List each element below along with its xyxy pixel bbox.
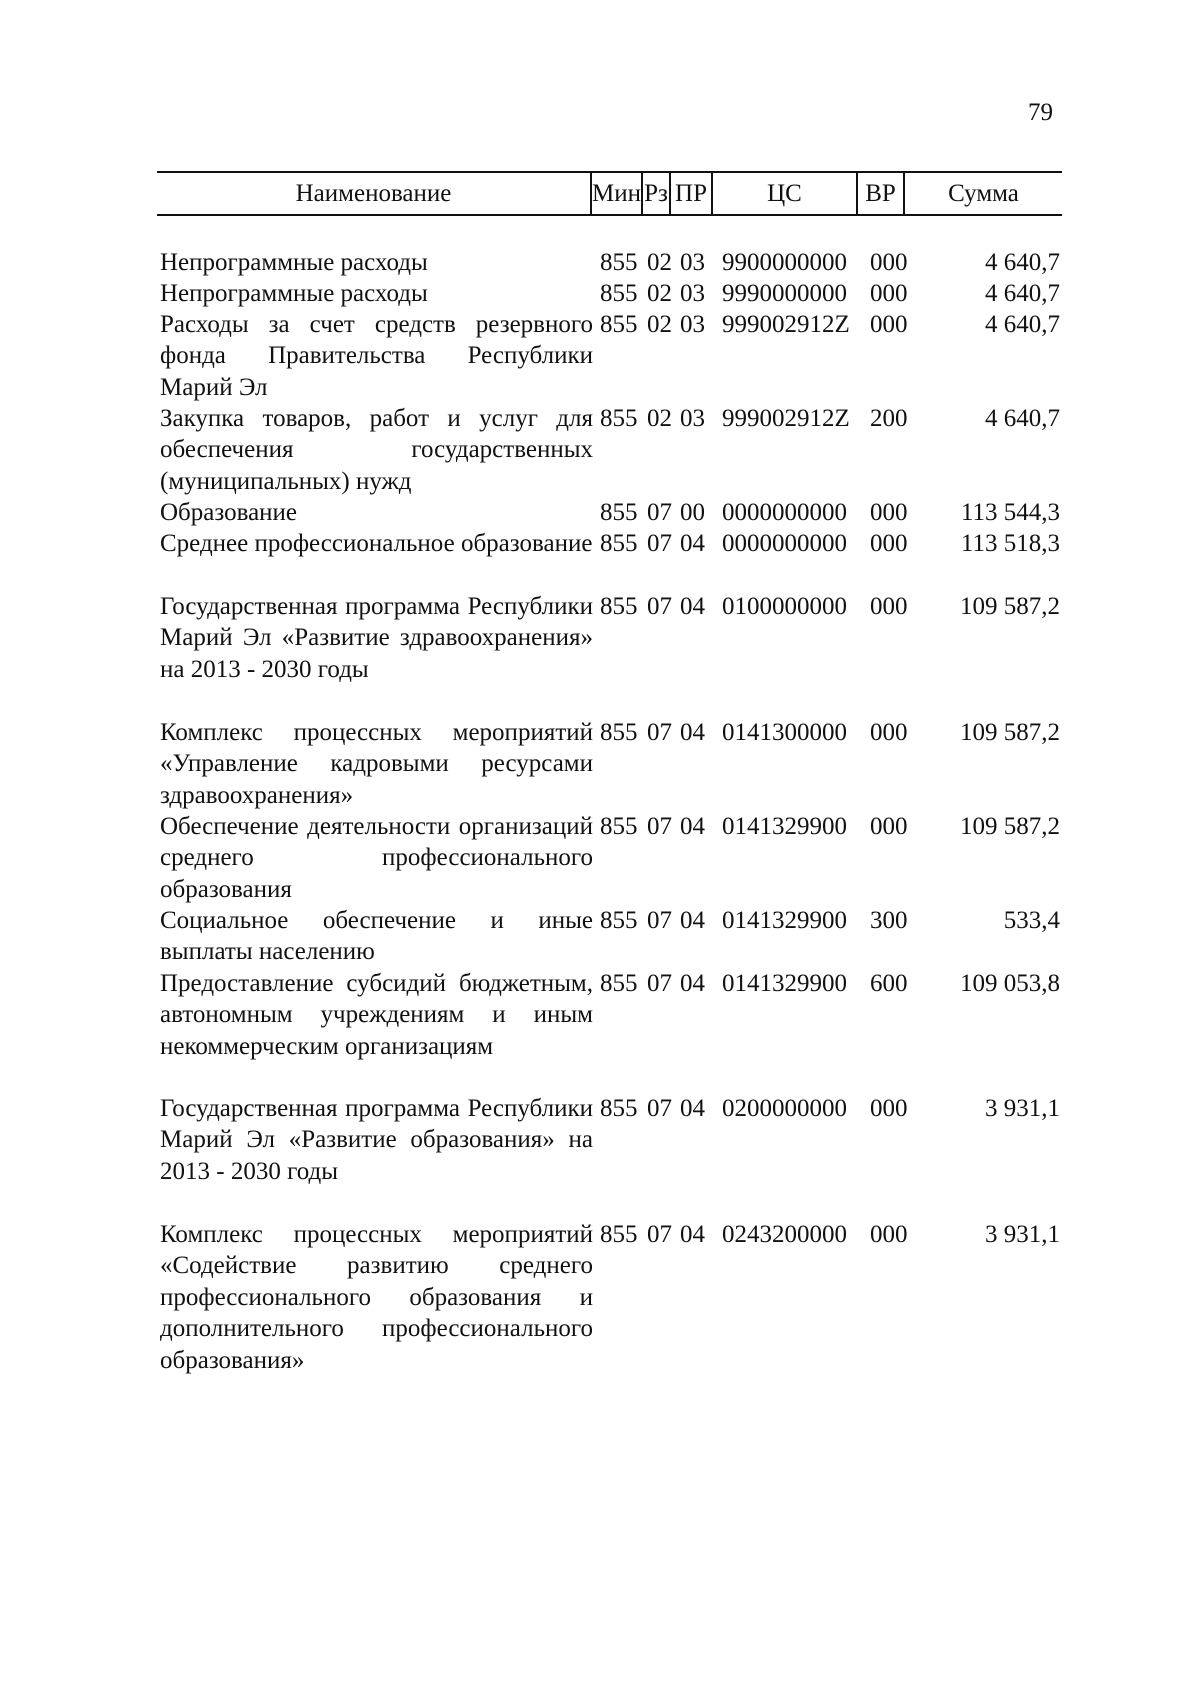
row-vr: 300 xyxy=(870,907,908,934)
row-vr: 200 xyxy=(870,405,908,432)
row-sum: 109 587,2 xyxy=(960,593,1060,620)
row-vr: 600 xyxy=(870,970,908,997)
row-vr: 000 xyxy=(870,1221,908,1248)
row-sum: 3 931,1 xyxy=(985,1095,1060,1122)
row-min: 855 xyxy=(600,907,638,934)
row-min: 855 xyxy=(600,280,638,307)
row-min: 855 xyxy=(600,970,638,997)
row-rz: 07 xyxy=(647,499,672,526)
row-rz: 02 xyxy=(647,405,672,432)
row-vr: 000 xyxy=(870,719,908,746)
page-number: 79 xyxy=(1028,99,1053,126)
row-cs: 9900000000 xyxy=(722,249,847,276)
row-pr: 03 xyxy=(680,405,705,432)
row-min: 855 xyxy=(600,405,638,432)
row-name: Закупка товаров, работ и услуг для обеспечения государственных (муниципальных) нужд xyxy=(160,405,593,495)
row-cs: 0141329900 xyxy=(722,907,847,934)
row-cs: 0100000000 xyxy=(722,593,847,620)
row-min: 855 xyxy=(600,311,638,338)
row-name: Расходы за счет средств резервного фонда Правительства Республики Марий Эл xyxy=(160,311,593,401)
row-pr: 04 xyxy=(680,1221,705,1248)
row-rz: 07 xyxy=(647,1221,672,1248)
row-sum: 109 587,2 xyxy=(960,719,1060,746)
row-name: Комплекс процессных мероприятий «Управление кадровыми ресурсами здравоохранения» xyxy=(160,719,593,809)
row-vr: 000 xyxy=(870,593,908,620)
row-sum: 113 518,3 xyxy=(960,530,1060,557)
row-rz: 07 xyxy=(647,970,672,997)
row-sum: 4 640,7 xyxy=(985,249,1060,276)
row-rz: 07 xyxy=(647,813,672,840)
row-name: Среднее профессиональное образование xyxy=(160,530,593,557)
header-name: Наименование xyxy=(295,180,452,207)
row-min: 855 xyxy=(600,1221,638,1248)
row-vr: 000 xyxy=(870,499,908,526)
row-min: 855 xyxy=(600,530,638,557)
row-name: Социальное обеспечение и иные выплаты населению xyxy=(160,907,593,966)
row-rz: 07 xyxy=(647,907,672,934)
row-pr: 03 xyxy=(680,249,705,276)
row-rz: 07 xyxy=(647,593,672,620)
row-min: 855 xyxy=(600,593,638,620)
row-vr: 000 xyxy=(870,311,908,338)
row-cs: 999002912Z xyxy=(722,311,850,338)
row-name: Предоставление субсидий бюджетным, автономным учреждениям и иным некоммерческим организациям xyxy=(160,970,593,1060)
row-name: Непрограммные расходы xyxy=(160,249,428,276)
row-sum: 4 640,7 xyxy=(985,311,1060,338)
row-pr: 04 xyxy=(680,719,705,746)
row-pr: 04 xyxy=(680,593,705,620)
row-name: Образование xyxy=(160,499,298,526)
row-rz: 02 xyxy=(647,280,672,307)
row-pr: 04 xyxy=(680,907,705,934)
row-pr: 00 xyxy=(680,499,705,526)
row-vr: 000 xyxy=(870,249,908,276)
row-min: 855 xyxy=(600,719,638,746)
table-header xyxy=(157,171,1062,216)
header-sum: Сумма xyxy=(903,173,1062,214)
row-pr: 04 xyxy=(680,1095,705,1122)
row-name: Государственная программа Республики Марий Эл «Развитие здравоохранения» на 2013 - 2030 годы xyxy=(160,593,593,683)
row-sum: 3 931,1 xyxy=(985,1221,1060,1248)
row-cs: 0200000000 xyxy=(722,1095,847,1122)
row-sum: 4 640,7 xyxy=(985,280,1060,307)
row-vr: 000 xyxy=(870,1095,908,1122)
header-cs: ЦС xyxy=(711,173,856,214)
row-pr: 04 xyxy=(680,530,705,557)
row-pr: 03 xyxy=(680,280,705,307)
row-vr: 000 xyxy=(870,530,908,557)
row-vr: 000 xyxy=(870,813,908,840)
row-rz: 02 xyxy=(647,311,672,338)
row-sum: 533,4 xyxy=(1003,907,1060,934)
row-pr: 04 xyxy=(680,970,705,997)
row-min: 855 xyxy=(600,813,638,840)
row-min: 855 xyxy=(600,1095,638,1122)
row-cs: 0243200000 xyxy=(722,1221,847,1248)
row-rz: 07 xyxy=(647,719,672,746)
row-name: Обеспечение деятельности организаций среднего профессионального образования xyxy=(160,813,593,903)
row-sum: 109 053,8 xyxy=(960,970,1060,997)
row-sum: 4 640,7 xyxy=(985,405,1060,432)
row-sum: 113 544,3 xyxy=(960,499,1060,526)
row-cs: 0141329900 xyxy=(722,813,847,840)
row-name: Комплекс процессных мероприятий «Содействие развитию среднего профессионального образования и дополнительного профессионального образования» xyxy=(160,1221,593,1374)
row-min: 855 xyxy=(600,249,638,276)
row-pr: 03 xyxy=(680,311,705,338)
row-min: 855 xyxy=(600,499,638,526)
row-pr: 04 xyxy=(680,813,705,840)
row-name: Непрограммные расходы xyxy=(160,280,428,307)
row-name: Государственная программа Республики Марий Эл «Развитие образования» на 2013 - 2030 годы xyxy=(160,1095,593,1185)
row-rz: 07 xyxy=(647,1095,672,1122)
header-vr: ВР xyxy=(856,173,903,214)
row-cs: 0000000000 xyxy=(722,499,847,526)
header-min: Мин xyxy=(590,173,641,214)
row-sum: 109 587,2 xyxy=(960,813,1060,840)
row-cs: 999002912Z xyxy=(722,405,850,432)
row-vr: 000 xyxy=(870,280,908,307)
header-pr: ПР xyxy=(669,173,711,214)
row-cs: 9990000000 xyxy=(722,280,847,307)
row-rz: 07 xyxy=(647,530,672,557)
header-rz: Рз xyxy=(641,173,669,214)
row-cs: 0141329900 xyxy=(722,970,847,997)
row-rz: 02 xyxy=(647,249,672,276)
row-cs: 0000000000 xyxy=(722,530,847,557)
row-cs: 0141300000 xyxy=(722,719,847,746)
